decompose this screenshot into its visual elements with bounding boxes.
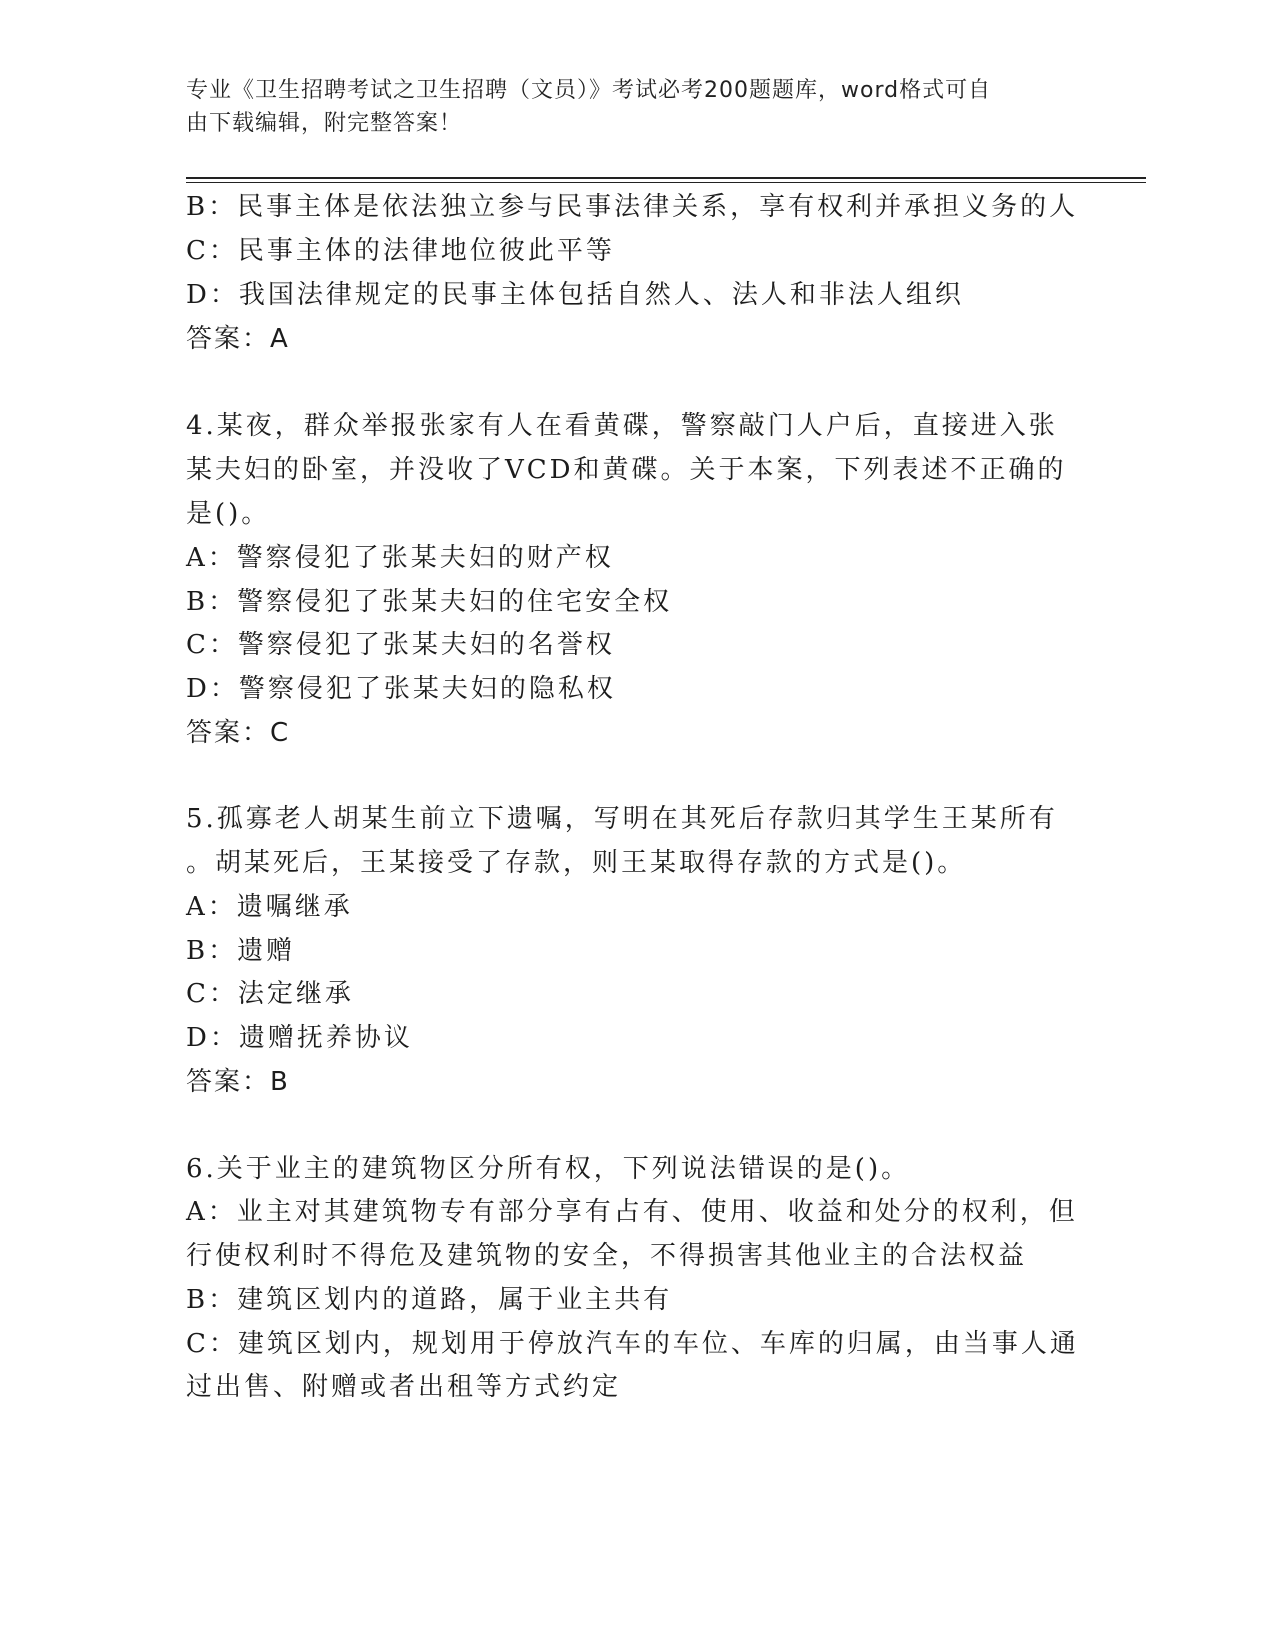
header-divider-thick bbox=[186, 177, 1146, 179]
q5-option-a: A：遗嘱继承 bbox=[186, 892, 353, 922]
q5-stem-line-2: 。胡某死后，王某接受了存款，则王某取得存款的方式是()。 bbox=[186, 848, 967, 878]
q3-option-b: B：民事主体是依法独立参与民事法律关系，享有权利并承担义务的人 bbox=[186, 192, 1079, 222]
header-line-2: 由下载编辑，附完整答案！ bbox=[186, 111, 463, 136]
document-header bbox=[186, 74, 1066, 140]
q6-option-c-line-1: C：建筑区划内，规划用于停放汽车的车位、车库的归属，由当事人通 bbox=[186, 1329, 1079, 1359]
q5-option-d: D：遗赠抚养协议 bbox=[186, 1023, 413, 1053]
q6-option-c-line-2: 过出售、附赠或者出租等方式约定 bbox=[186, 1372, 622, 1402]
q4-option-c: C：警察侵犯了张某夫妇的名誉权 bbox=[186, 630, 615, 660]
q5-option-c: C：法定继承 bbox=[186, 979, 354, 1009]
q4-option-a: A：警察侵犯了张某夫妇的财产权 bbox=[186, 543, 614, 573]
q4-stem-line-3: 是()。 bbox=[186, 499, 271, 529]
q4-stem-line-1: 4.某夜，群众举报张家有人在看黄碟，警察敲门人户后，直接进入张 bbox=[186, 411, 1058, 441]
q5-stem-line-1: 5.孤寡老人胡某生前立下遗嘱，写明在其死后存款归其学生王某所有 bbox=[186, 804, 1058, 834]
q3-option-c: C：民事主体的法律地位彼此平等 bbox=[186, 236, 615, 266]
q4-stem-line-2: 某夫妇的卧室，并没收了VCD和黄碟。关于本案，下列表述不正确的 bbox=[186, 455, 1067, 485]
q6-stem: 6.关于业主的建筑物区分所有权，下列说法错误的是()。 bbox=[186, 1154, 911, 1184]
q4-answer: 答案：C bbox=[186, 718, 291, 748]
q3-option-d: D：我国法律规定的民事主体包括自然人、法人和非法人组织 bbox=[186, 280, 964, 310]
q5-answer: 答案：B bbox=[186, 1067, 290, 1097]
q6-option-a-line-1: A：业主对其建筑物专有部分享有占有、使用、收益和处分的权利，但 bbox=[186, 1197, 1078, 1227]
q6-option-b: B：建筑区划内的道路，属于业主共有 bbox=[186, 1285, 673, 1315]
q3-answer: 答案：A bbox=[186, 324, 290, 354]
q5-option-b: B：遗赠 bbox=[186, 936, 296, 966]
q4-option-b: B：警察侵犯了张某夫妇的住宅安全权 bbox=[186, 587, 673, 617]
q4-option-d: D：警察侵犯了张某夫妇的隐私权 bbox=[186, 674, 616, 704]
header-line-1: 专业《卫生招聘考试之卫生招聘（文员）》考试必考200题题库，word格式可自 bbox=[186, 78, 992, 103]
q6-option-a-line-2: 行使权利时不得危及建筑物的安全，不得损害其他业主的合法权益 bbox=[186, 1241, 1028, 1271]
header-divider-thin bbox=[186, 182, 1146, 183]
